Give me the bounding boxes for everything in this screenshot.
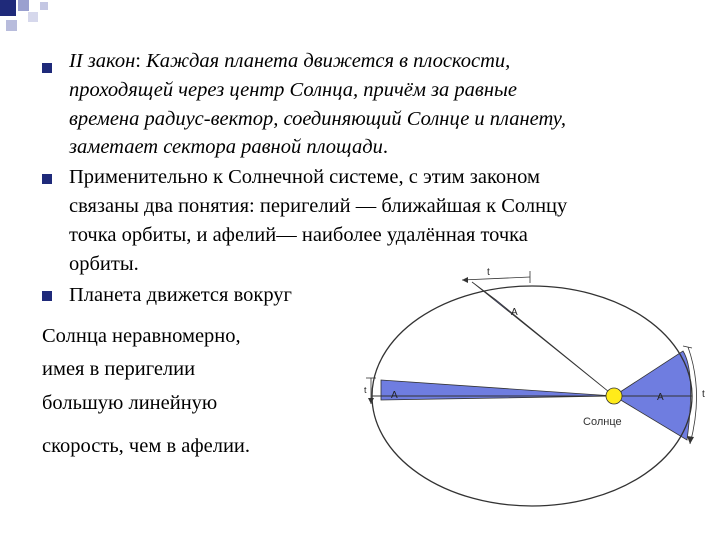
time-label-right: t [702,389,705,400]
time-label-left: t [364,385,367,395]
bullet2-line2: связаны два понятия: перигелий — ближайшая к Солнцу [69,195,568,217]
bullet2-line3: точка орбиты, и афелий— наиболее удалённая точка [69,224,528,246]
kepler-orbit-diagram [355,262,715,507]
deco-square-mid [18,0,29,11]
bullet3-line4: большую линейную [42,392,218,414]
law-text-line1: Каждая планета движется в плоскости, [146,50,511,72]
arrowhead-right [687,436,694,444]
bullet2-line1: Применительно к Солнечной системе, с этим законом [69,166,540,188]
bullet3-line5: скорость, чем в афелии. [42,435,251,457]
deco-square-dark [0,0,16,16]
bullet1-line1: II закон: Каждая планета движется в плоскости, [69,50,511,72]
bullet3-line3: имея в перигелии [42,358,196,380]
sun-label: Солнце [583,416,622,428]
sector-upper [472,282,614,396]
bullet-marker [42,174,52,184]
time-tick-right [683,346,692,348]
bullet-marker [42,291,52,301]
time-arrow-top [462,277,530,280]
bullet2-line4: орбиты. [69,253,139,275]
area-label-left: A [391,390,398,401]
corner-decoration [0,0,720,40]
law-title: II закон [69,50,136,72]
area-label-upper: A [511,307,518,318]
law-text-line4: заметает сектора равной площади. [69,136,389,158]
time-label-top: t [487,267,490,278]
area-label-right: A [657,392,664,403]
law-text-line3: времена радиус-вектор, соединяющий Солнце и планету, [69,108,566,130]
bullet3-line1: Планета движется вокруг [69,284,292,306]
arrowhead-left [368,398,374,404]
deco-square-small [40,2,48,10]
sector-left [381,380,614,400]
bullet3-line2: Солнца неравномерно, [42,325,241,347]
deco-square-pale [28,12,38,22]
bullet-marker [42,63,52,73]
law-text-line2: проходящей через центр Солнца, причём за равные [69,79,517,101]
arrowhead-top [462,277,468,283]
sun-icon [606,388,622,404]
deco-square-light [6,20,17,31]
